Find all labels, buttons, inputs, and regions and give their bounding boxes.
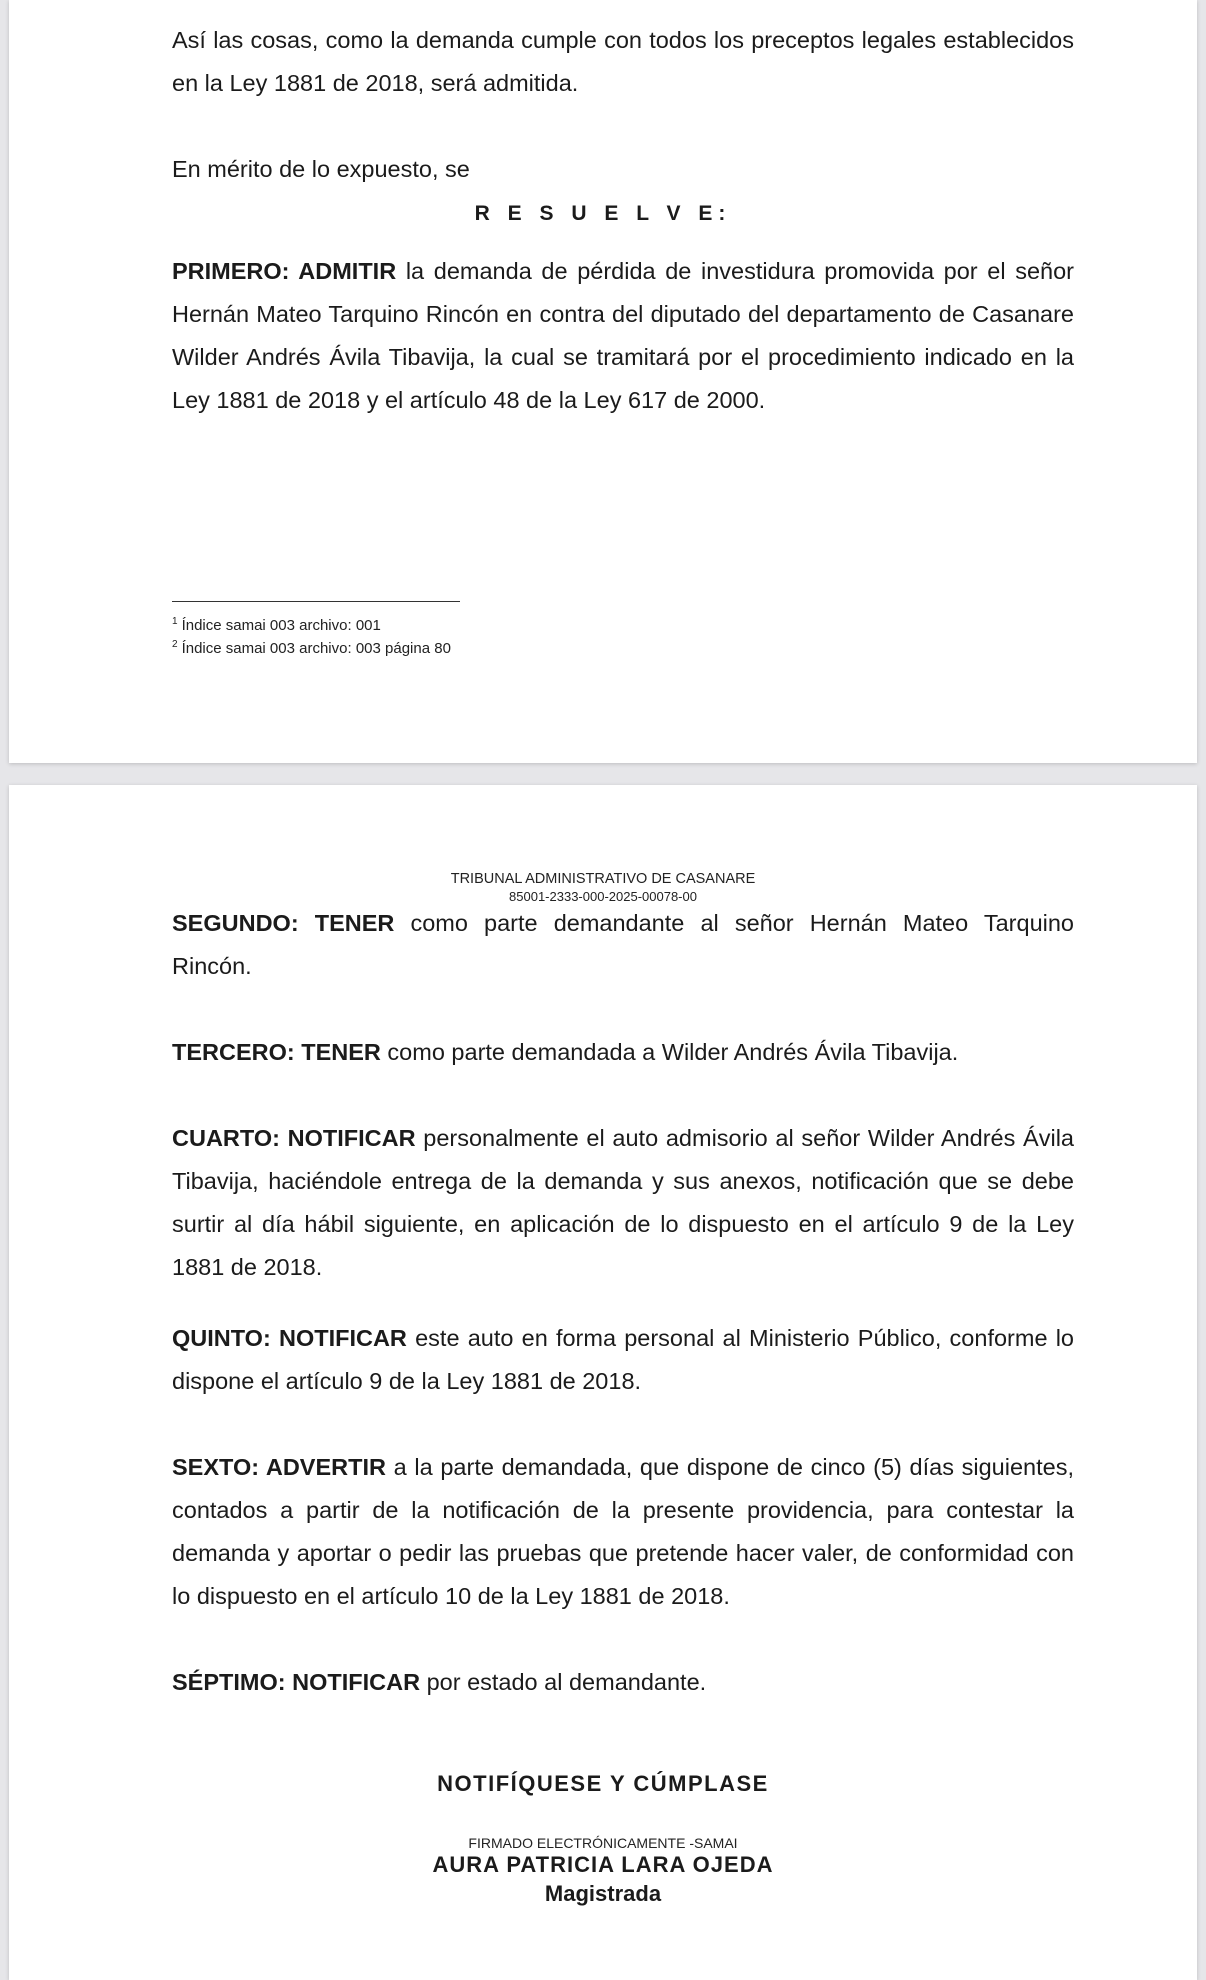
septimo-text: por estado al demandante. bbox=[420, 1669, 707, 1695]
tercero-paragraph bbox=[172, 1031, 1074, 1074]
document-page-1 bbox=[9, 0, 1197, 763]
quinto-paragraph bbox=[172, 1317, 1074, 1403]
signer-name: AURA PATRICIA LARA OJEDA bbox=[432, 1852, 774, 1877]
court-header-name: TRIBUNAL ADMINISTRATIVO DE CASANARE bbox=[450, 871, 756, 887]
merito-paragraph: En mérito de lo expuesto, se bbox=[172, 156, 470, 182]
septimo-lead: SÉPTIMO: NOTIFICAR bbox=[172, 1669, 421, 1695]
closing-formula: NOTIFÍQUESE Y CÚMPLASE bbox=[437, 1771, 769, 1796]
tercero-lead: TERCERO: TENER bbox=[172, 1039, 381, 1065]
footnote-1 bbox=[172, 612, 381, 636]
segundo-lead: SEGUNDO: TENER bbox=[172, 910, 395, 936]
cuarto-text: personalmente el auto admisorio al señor Wilder Andrés Ávila Tibavija, haciéndole entrega de la demanda y sus anexos, notificación que se debe surtir al día hábil siguiente, en aplicación de lo dispuesto en el artículo 9 de la Ley 1881 de 2018. bbox=[172, 1125, 1074, 1280]
quinto-text: este auto en forma personal al Ministerio Público, conforme lo dispone el artículo 9 de la Ley 1881 de 2018. bbox=[172, 1325, 1074, 1394]
footnote-divider bbox=[172, 601, 460, 602]
septimo-paragraph bbox=[172, 1661, 1074, 1704]
quinto-lead: QUINTO: NOTIFICAR bbox=[172, 1325, 407, 1351]
sexto-lead: SEXTO: ADVERTIR bbox=[172, 1454, 386, 1480]
footnote-2-text: Índice samai 003 archivo: 003 página 80 bbox=[181, 640, 451, 657]
signature-note: FIRMADO ELECTRÓNICAMENTE -SAMAI bbox=[468, 1835, 738, 1851]
sexto-paragraph bbox=[172, 1446, 1074, 1618]
cuarto-lead: CUARTO: NOTIFICAR bbox=[172, 1125, 416, 1151]
footnote-1-number: 1 bbox=[172, 616, 178, 627]
footnote-2 bbox=[172, 635, 451, 659]
sexto-text: a la parte demandada, que dispone de cinco (5) días siguientes, contados a partir de la notificación de la presente providencia, para contestar la demanda y aportar o pedir las pruebas que pretende hacer valer, de conformidad con lo dispuesto en el artículo 10 de la Ley 1881 de 2018. bbox=[172, 1454, 1074, 1609]
tercero-text: como parte demandada a Wilder Andrés Ávila Tibavija. bbox=[380, 1039, 959, 1065]
intro-paragraph: Así las cosas, como la demanda cumple con todos los preceptos legales establecidos en la Ley 1881 de 2018, será admitida. bbox=[172, 27, 1074, 96]
footnote-2-number: 2 bbox=[172, 639, 178, 650]
primero-text: la demanda de pérdida de investidura promovida por el señor Hernán Mateo Tarquino Rincón en contra del diputado del departamento de Casanare Wilder Andrés Ávila Tibavija, la cual se tramitará por el procedimiento indicado en la Ley 1881 de 2018 y el artículo 48 de la Ley 617 de 2000. bbox=[172, 258, 1075, 413]
resuelve-heading: R E S U E L V E: bbox=[474, 202, 732, 225]
segundo-text: como parte demandante al señor Hernán Mateo Tarquino Rincón. bbox=[172, 910, 1074, 979]
document-page-2 bbox=[9, 785, 1197, 1980]
primero-paragraph bbox=[172, 250, 1074, 422]
signer-role: Magistrada bbox=[544, 1881, 662, 1906]
segundo-paragraph bbox=[172, 902, 1074, 988]
cuarto-paragraph bbox=[172, 1117, 1074, 1289]
footnote-1-text: Índice samai 003 archivo: 001 bbox=[181, 617, 381, 634]
case-number: 85001-2333-000-2025-00078-00 bbox=[509, 889, 697, 904]
primero-lead: PRIMERO: ADMITIR bbox=[172, 258, 397, 284]
